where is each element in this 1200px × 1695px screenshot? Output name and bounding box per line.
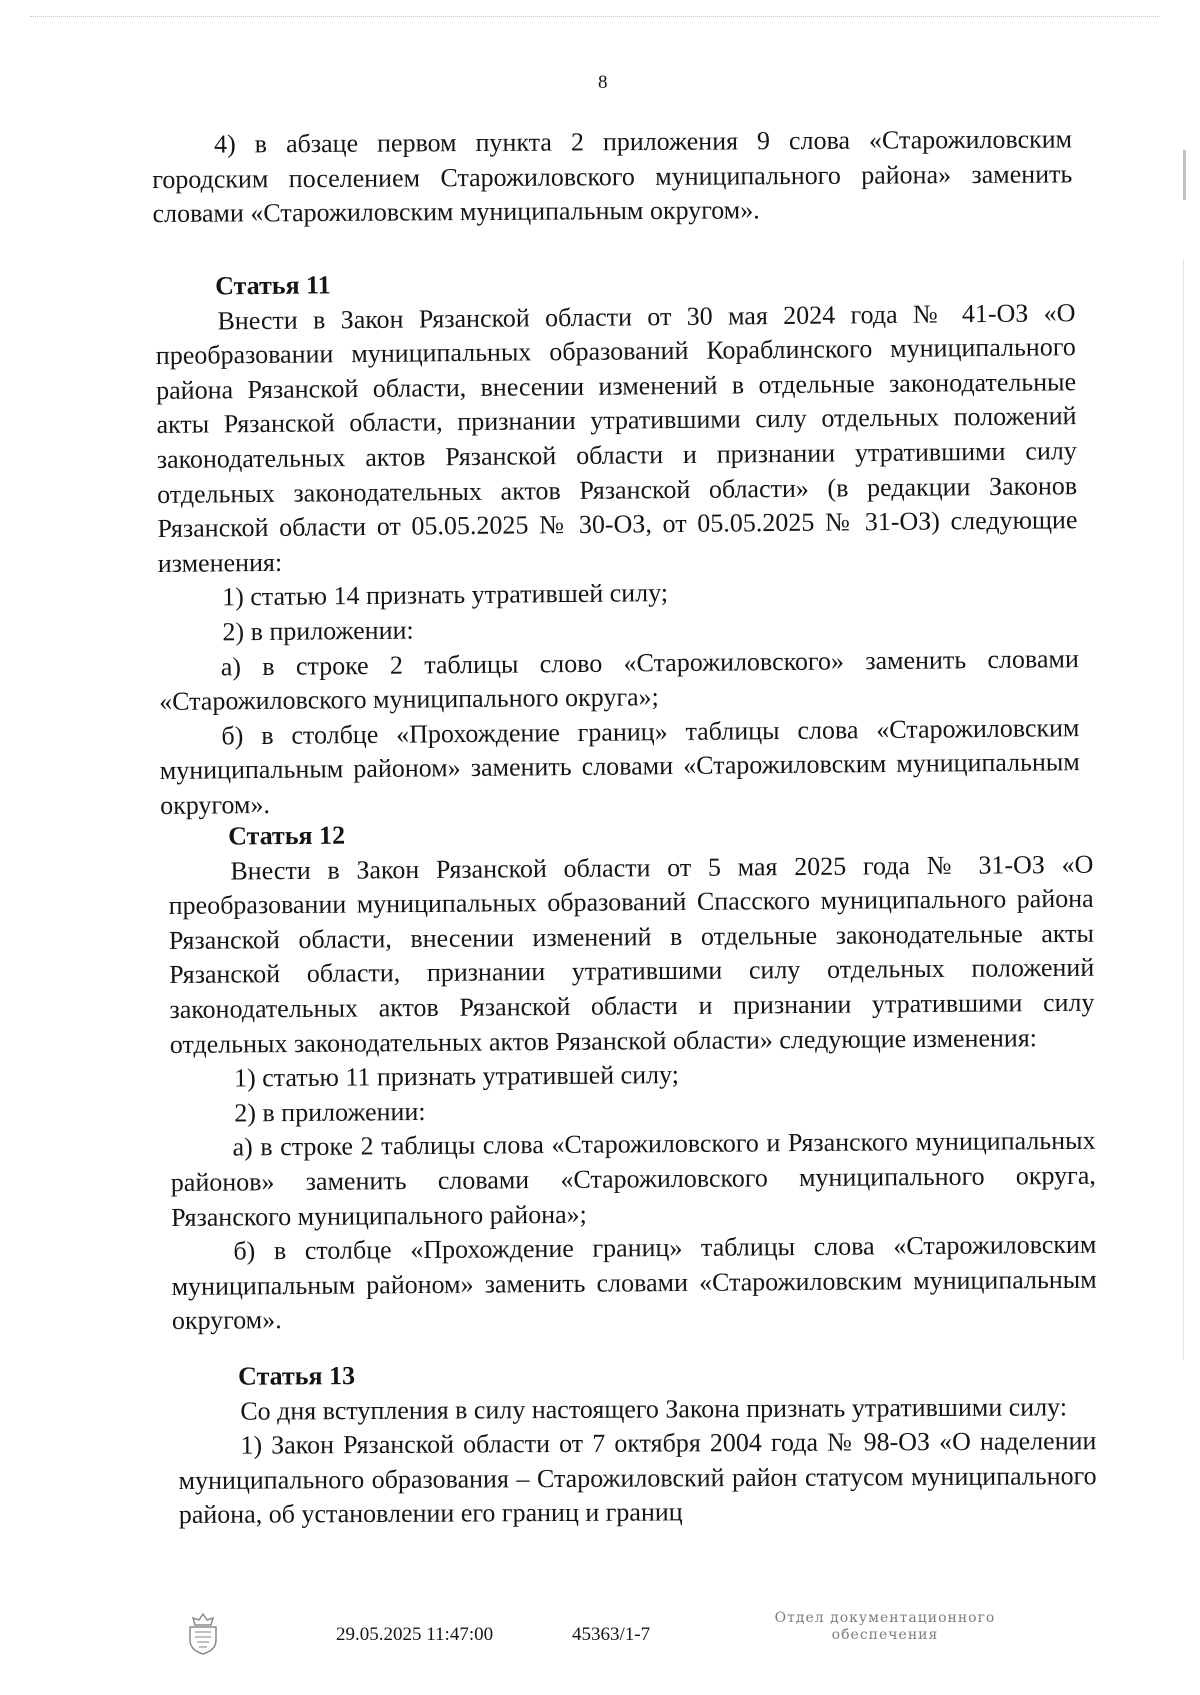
amendment-item-4 (152, 122, 1073, 231)
article-heading: Статья 11 (215, 270, 331, 301)
scan-edge-marks (1183, 150, 1189, 200)
list-item: 2) в приложении: (234, 1096, 426, 1128)
article-13 (178, 1355, 1097, 1533)
list-item: 2) в приложении: (222, 615, 414, 647)
department-stamp (740, 1610, 1030, 1644)
stamp-line: Отдел документационного (774, 1610, 996, 1626)
article-heading: Статья 12 (228, 820, 346, 851)
list-item: 1) статью 14 признать утратившей силу; (222, 578, 669, 612)
article-intro: Со дня вступления в силу настоящего Закона признать утратившими силу: (240, 1391, 1068, 1426)
page-number: 8 (598, 72, 608, 93)
list-item: 1) Закон Рязанской области от 7 октября 2004 года № 98-ОЗ «О наделении муниципального образования – Старожиловский район статусом муниципального района, об установлении его границ и границ (178, 1426, 1097, 1530)
list-subitem: а) в строке 2 таблицы слово «Старожиловского» заменить словами «Старожиловского муниципального округа»; (159, 643, 1079, 717)
list-subitem: б) в столбце «Прохождение границ» таблицы слова «Старожиловским муниципальным районом» заменить словами «Старожиловским муниципальным округом». (159, 712, 1080, 820)
paragraph: 4) в абзаце первом пункта 2 приложения 9 слова «Старожиловским городским поселением Старожиловского муниципального района» заменить словами «Старожиловским муниципальным округом». (152, 124, 1073, 229)
stamp-line: обеспечения (831, 1627, 939, 1643)
scan-edge-marks-2 (1183, 260, 1187, 1360)
article-heading: Статья 13 (238, 1361, 356, 1391)
footer-doc-number: 45363/1-7 (572, 1624, 651, 1645)
article-11 (155, 261, 1080, 823)
list-subitem: б) в столбце «Прохождение границ» таблицы слова «Старожиловским муниципальным районом» заменить словами «Старожиловским муниципальным округом». (171, 1229, 1097, 1336)
article-intro: Внести в Закон Рязанской области от 30 мая 2024 года № 41-ОЗ «О преобразовании муниципальных образований Кораблинского муниципального района Рязанской области, внесении изменений в отдельные законодательные акты Рязанской области, признании утратившими силу отдельных положений законодательных актов Рязанской области и признании утратившими силу отдельных законодательных актов Рязанской области» (в редакции Законов Рязанской области от 05.05.2025 № 30-ОЗ, от 05.05.2025 № 31-ОЗ) следующие изменения: (155, 297, 1078, 578)
footer-datetime: 29.05.2025 11:47:00 (336, 1624, 494, 1645)
article-12 (168, 813, 1097, 1339)
list-item: 1) статью 11 признать утратившей силу; (233, 1060, 680, 1093)
article-intro: Внести в Закон Рязанской области от 5 мая 2025 года № 31-ОЗ «О преобразовании муниципальных образований Спасского муниципального района Рязанской области, внесении изменений в отдельные законодательные акты Рязанской области, признании утратившими силу отдельных положений законодательных актов Рязанской области и признании утратившими силу отдельных законодательных актов Рязанской области» следующие изменения: (168, 849, 1095, 1059)
list-subitem: а) в строке 2 таблицы слова «Старожиловского и Рязанского муниципальных районов» заменить словами «Старожиловского муниципального округа, Рязанского муниципального района»; (170, 1126, 1096, 1232)
coat-of-arms-icon (182, 1612, 224, 1656)
scan-edge-top (30, 16, 1160, 17)
